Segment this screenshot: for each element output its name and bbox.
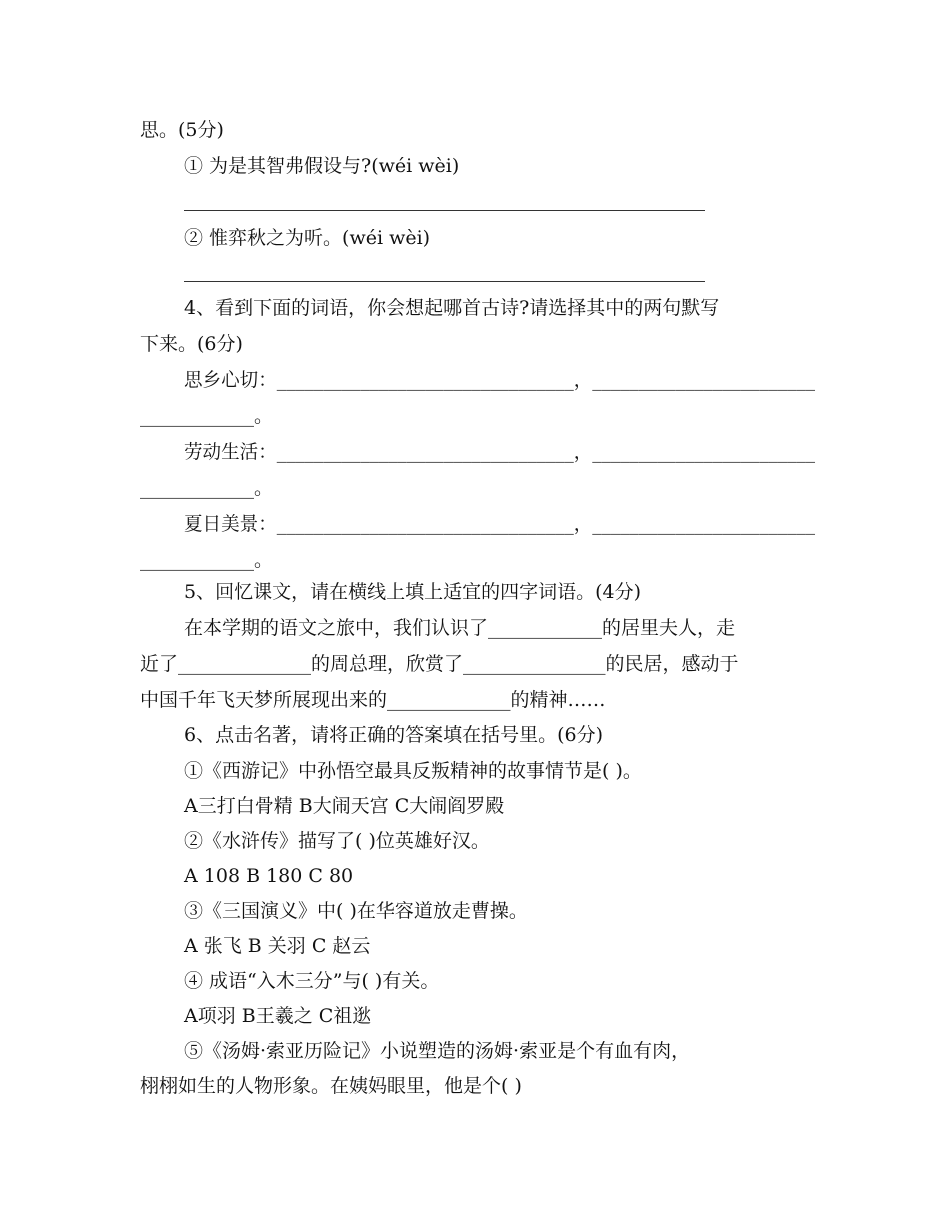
q3-item-1: ① 为是其智弗假设与?(wéi wèi) [184,155,460,177]
q4-summer-cont: ____________。 [140,549,274,571]
q3-intro-tail: 思。(5分) [140,119,224,141]
q4-homesick-line: 思乡心切：________________________________，________________________ [184,369,816,391]
q6-item-1: ①《西游记》中孙悟空最具反叛精神的故事情节是( )。 [184,760,642,782]
q6-item-5-cont: 栩栩如生的人物形象。在姨妈眼里，他是个( ) [140,1075,522,1097]
q6-item-1-options: A三打白骨精 B大闹天宫 C大闹阎罗殿 [184,795,505,817]
q3-item-2: ② 惟弈秋之为听。(wéi wèi) [184,227,431,249]
q4-labor-cont: ____________。 [140,477,274,499]
q4-labor-line: 劳动生活：________________________________，________________________ [184,441,816,463]
q6-item-4-options: A项羽 B王羲之 C祖逖 [184,1005,372,1027]
q5-text-line-2: 近了______________的周总理，欣赏了_______________的民居，感动于 [140,653,739,675]
q6-item-2: ②《水浒传》描写了( )位英雄好汉。 [184,830,490,852]
q6-item-4: ④ 成语“入木三分”与( )有关。 [184,970,440,992]
q6-item-3: ③《三国演义》中( )在华容道放走曹操。 [184,900,528,922]
q4-homesick-cont: ____________。 [140,405,274,427]
q5-prompt: 5、回忆课文，请在横线上填上适宜的四字词语。(4分) [184,581,642,603]
answer-line-1[interactable] [184,210,705,211]
q5-text-line-3: 中国千年飞天梦所展现出来的_____________的精神…… [140,689,606,711]
q6-prompt: 6、点击名著，请将正确的答案填在括号里。(6分) [184,724,604,746]
q6-item-5: ⑤《汤姆·索亚历险记》小说塑造的汤姆·索亚是个有血有肉， [184,1040,691,1062]
q4-prompt-line-2: 下来。(6分) [140,333,243,355]
q4-prompt-line-1: 4、看到下面的词语，你会想起哪首古诗?请选择其中的两句默写 [184,297,720,319]
answer-line-2[interactable] [184,281,705,282]
q6-item-2-options: A 108 B 180 C 80 [184,865,354,887]
q5-text-line-1: 在本学期的语文之旅中，我们认识了____________的居里夫人，走 [184,617,736,639]
q4-summer-line: 夏日美景：________________________________，________________________ [184,513,816,535]
q6-item-3-options: A 张飞 B 关羽 C 赵云 [184,935,371,957]
